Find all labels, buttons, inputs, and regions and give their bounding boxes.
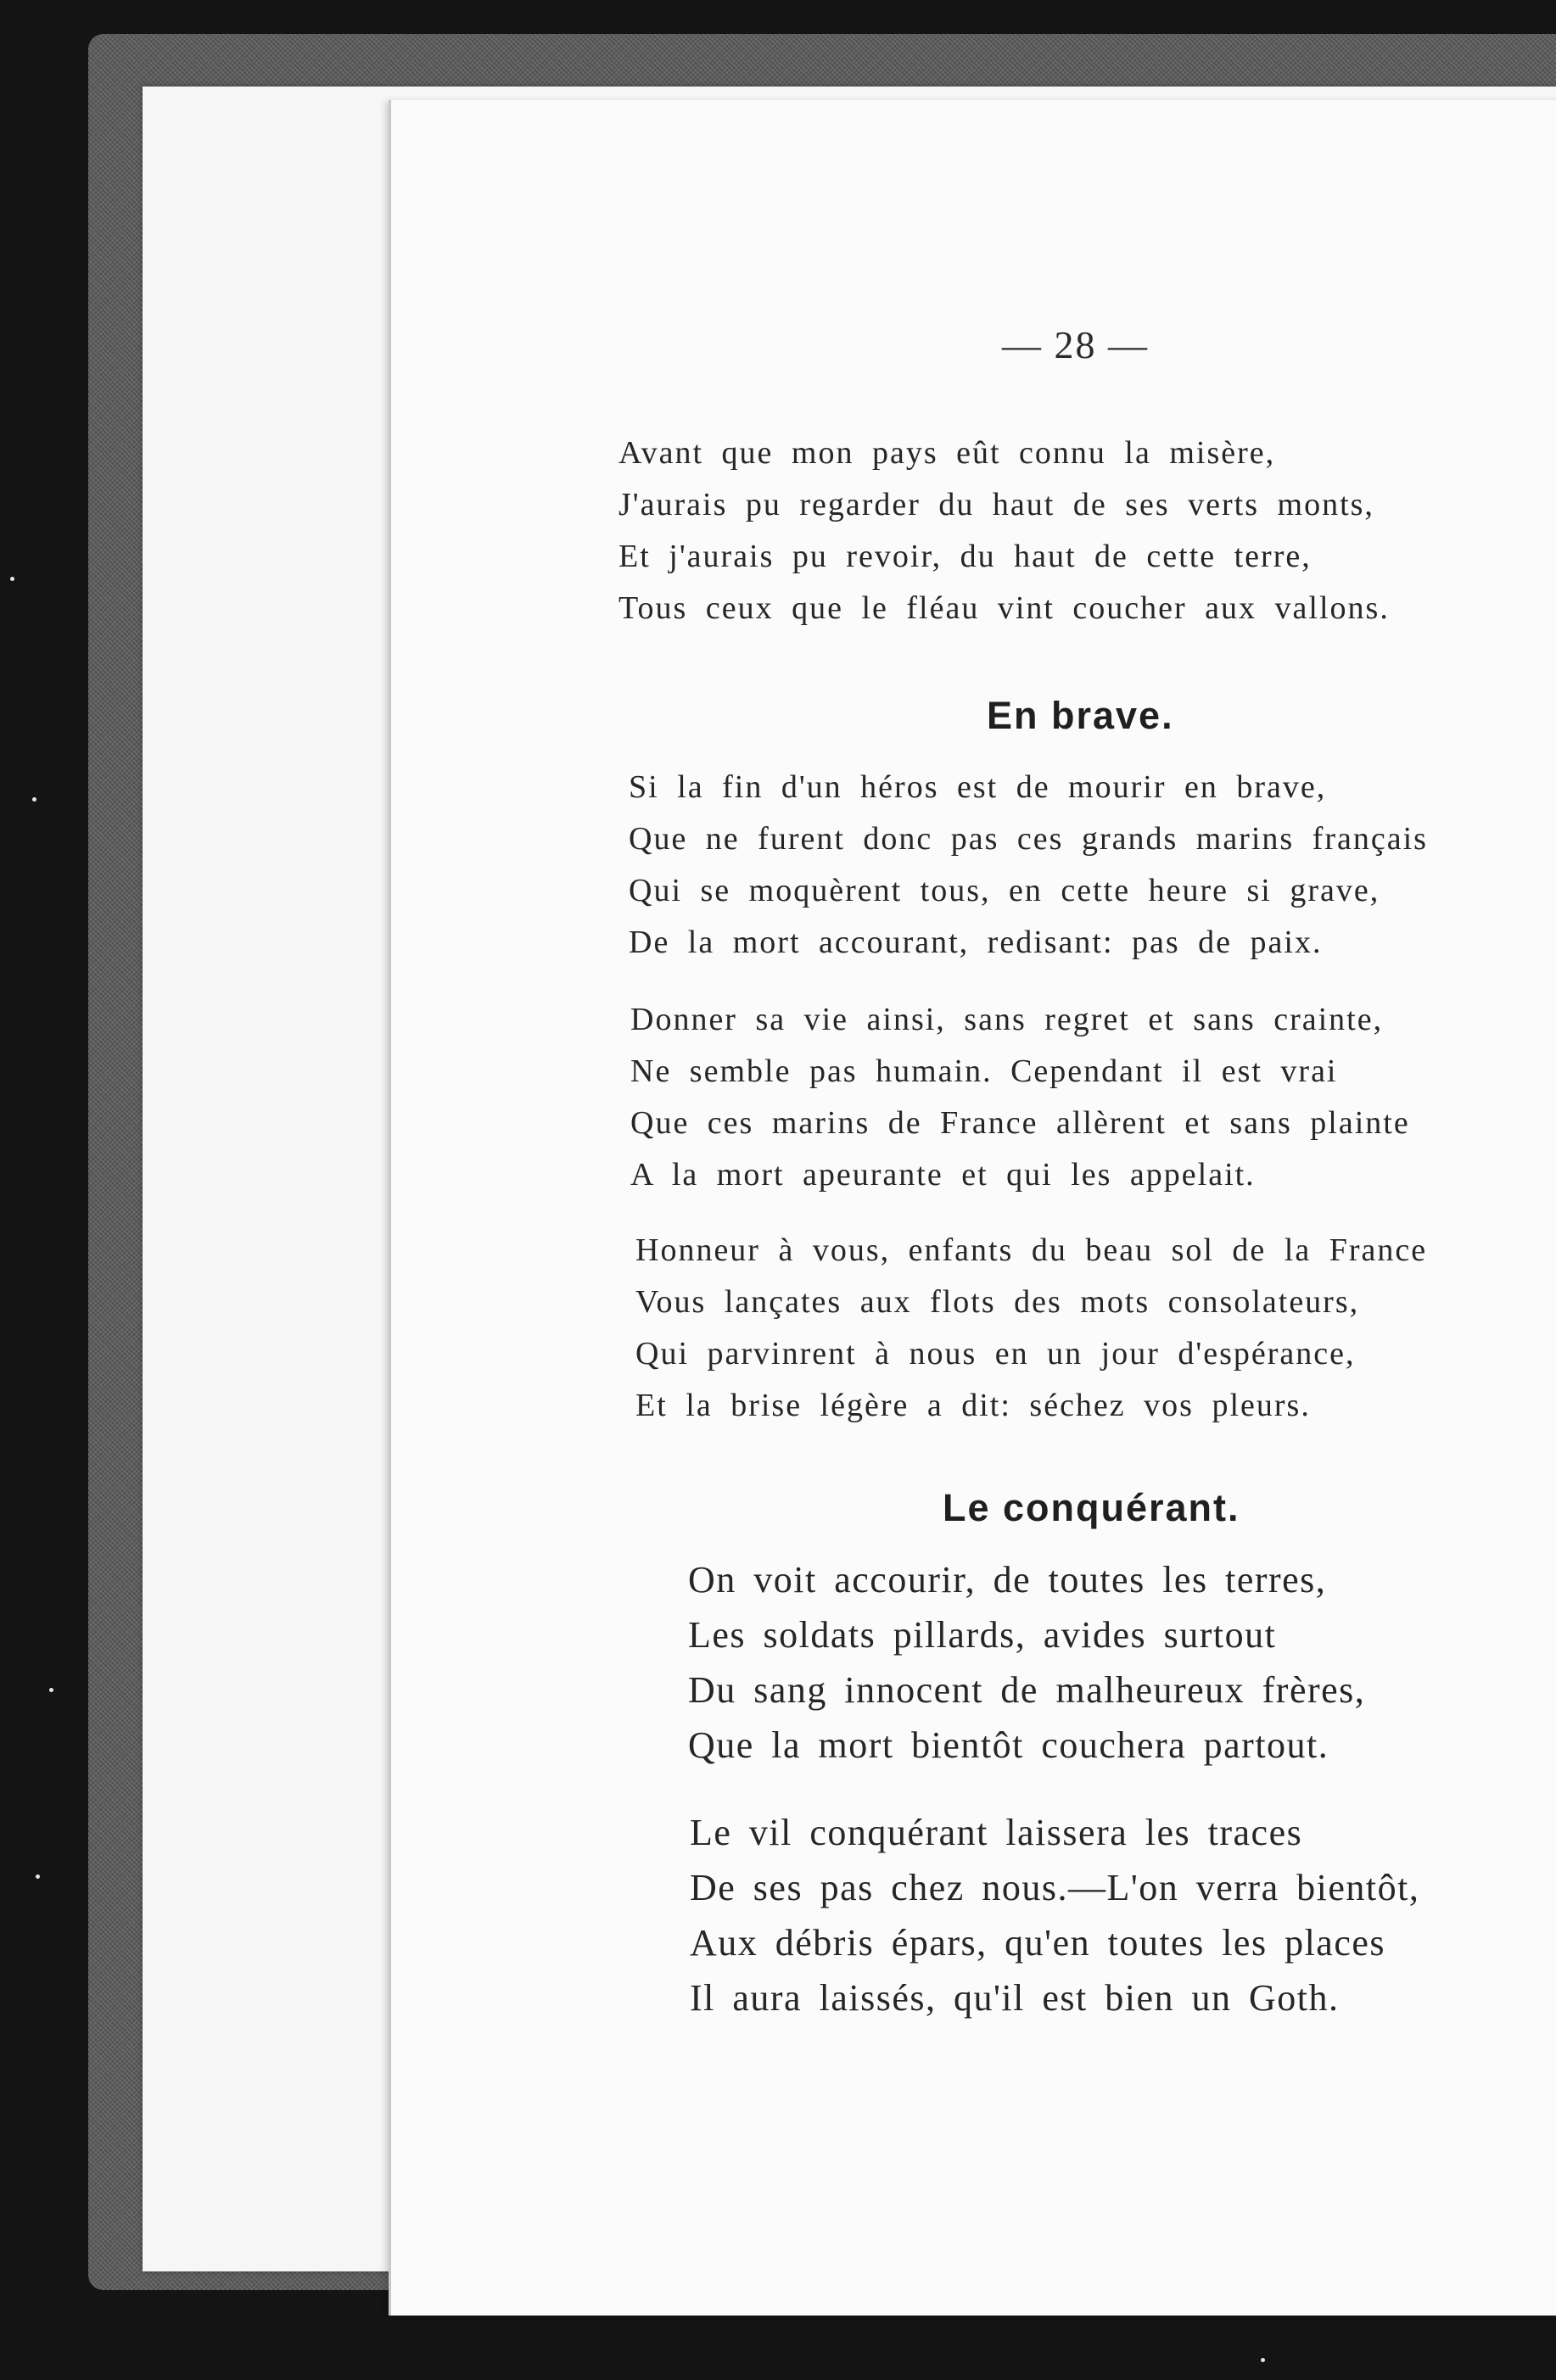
verse-line: Donner sa vie ainsi, sans regret et sans crainte,	[630, 1002, 1384, 1037]
page-number: — 28 —	[1002, 323, 1149, 366]
verse-line: Les soldats pillards, avides surtout	[688, 1614, 1277, 1656]
verse-line: De ses pas chez nous.—L'on verra bientôt,	[690, 1867, 1420, 1908]
verse-line: Ne semble pas humain. Cependant il est vrai	[630, 1053, 1338, 1089]
poem-title: Le conquérant.	[943, 1486, 1240, 1529]
poem-stanza	[690, 1805, 1419, 2025]
poem-title: En brave.	[987, 694, 1174, 737]
verse-line: Et la brise légère a dit: séchez vos pleurs.	[635, 1388, 1311, 1423]
verse-line: Que ces marins de France allèrent et sans plainte	[630, 1105, 1410, 1141]
verse-line: Qui se moquèrent tous, en cette heure si grave,	[629, 873, 1380, 908]
verse-line: Si la fin d'un héros est de mourir en brave,	[629, 769, 1327, 805]
intro-stanza	[618, 427, 1390, 634]
verse-line: De la mort accourant, redisant: pas de paix.	[629, 925, 1323, 960]
verse-line: Tous ceux que le fléau vint coucher aux vallons.	[618, 590, 1390, 626]
book-page	[389, 100, 1556, 2316]
verse-line: J'aurais pu regarder du haut de ses verts monts,	[618, 487, 1374, 522]
verse-line: Et j'aurais pu revoir, du haut de cette terre,	[618, 539, 1312, 574]
verse-line: Il aura laissés, qu'il est bien un Goth.	[690, 1977, 1340, 2019]
verse-line: Aux débris épars, qu'en toutes les places	[690, 1922, 1386, 1964]
poem-stanza	[688, 1552, 1365, 1773]
verse-line: Honneur à vous, enfants du beau sol de la France	[635, 1232, 1428, 1268]
dust-speck	[1261, 2358, 1265, 2362]
verse-line: Le vil conquérant laissera les traces	[690, 1812, 1303, 1853]
dust-speck	[32, 797, 36, 802]
verse-line: Du sang innocent de malheureux frères,	[688, 1669, 1366, 1711]
verse-line: Que la mort bientôt couchera partout.	[688, 1724, 1329, 1766]
verse-line: Vous lançates aux flots des mots consolateurs,	[635, 1284, 1360, 1320]
dust-speck	[36, 1874, 40, 1879]
verse-line: Qui parvinrent à nous en un jour d'espérance,	[635, 1336, 1356, 1372]
poem-stanza	[630, 994, 1410, 1201]
poem-stanza	[635, 1225, 1427, 1432]
dust-speck	[49, 1688, 53, 1692]
poem-stanza	[629, 762, 1428, 969]
verse-line: Que ne furent donc pas ces grands marins français	[629, 821, 1428, 857]
verse-line: On voit accourir, de toutes les terres,	[688, 1559, 1327, 1601]
verse-line: A la mort apeurante et qui les appelait.	[630, 1157, 1256, 1193]
verse-line: Avant que mon pays eût connu la misère,	[618, 435, 1276, 471]
dust-speck	[10, 577, 14, 581]
